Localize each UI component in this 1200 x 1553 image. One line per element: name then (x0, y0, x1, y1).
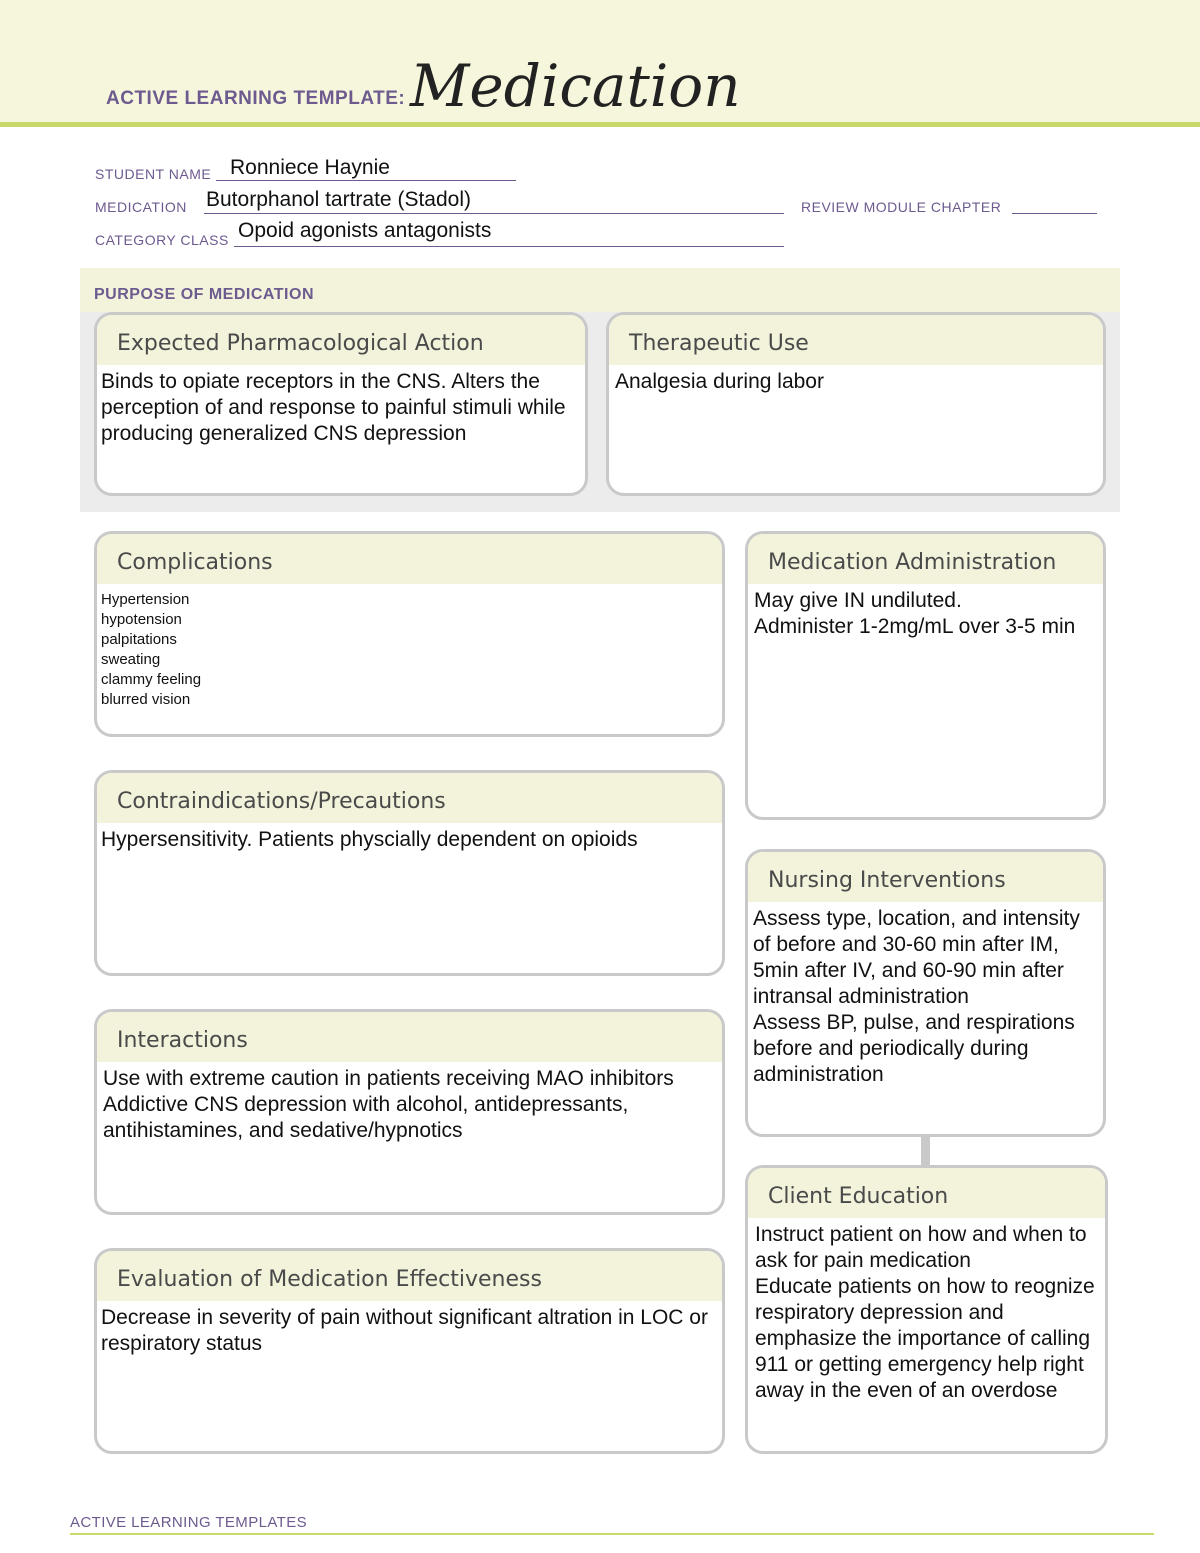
expected-action-box (94, 312, 588, 496)
contraindications-body[interactable]: Hypersensitivity. Patients physcially dependent on opioids (101, 828, 638, 851)
interactions-body[interactable]: Use with extreme caution in patients receiving MAO inhibitors Addictive CNS depression with alcohol, antidepressants, antihistamines, and sedative/hypnotics (103, 1067, 674, 1142)
footer-rule (70, 1533, 1154, 1535)
evaluation-title: Evaluation of Medication Effectiveness (97, 1251, 722, 1301)
category-class-field[interactable]: Opoid agonists antagonists (238, 219, 492, 242)
expected-action-title: Expected Pharmacological Action (97, 315, 585, 365)
purpose-label: PURPOSE OF MEDICATION (94, 286, 314, 303)
client-education-box (745, 1165, 1108, 1454)
page-title: Medication (410, 52, 741, 120)
interactions-title: Interactions (97, 1012, 722, 1062)
interactions-box (94, 1009, 725, 1215)
therapeutic-use-box (606, 312, 1106, 496)
medication-administration-box (745, 531, 1106, 820)
category-class-underline (234, 246, 784, 247)
review-module-field[interactable] (1012, 213, 1097, 214)
header-rule (0, 122, 1200, 127)
nursing-interventions-title: Nursing Interventions (748, 852, 1103, 902)
medication-administration-body[interactable]: May give IN undiluted. Administer 1-2mg/mL over 3-5 min (754, 589, 1076, 638)
therapeutic-use-title: Therapeutic Use (609, 315, 1103, 365)
nursing-interventions-body[interactable]: Assess type, location, and intensity of before and 30-60 min after IM, 5min after IV, and 60-90 min after intransal administration Assess BP, pulse, and respirations before and periodically during administration (753, 907, 1080, 1086)
category-class-label: CATEGORY CLASS (95, 232, 229, 248)
therapeutic-use-body[interactable]: Analgesia during labor (615, 370, 824, 393)
review-module-label: REVIEW MODULE CHAPTER (801, 199, 1002, 215)
evaluation-body[interactable]: Decrease in severity of pain without significant altration in LOC or respiratory status (101, 1306, 708, 1355)
medication-underline (204, 213, 784, 214)
expected-action-body[interactable]: Binds to opiate receptors in the CNS. Alters the perception of and response to painful stimuli while producing generalized CNS depression (101, 370, 566, 445)
complications-title: Complications (97, 534, 722, 584)
footer-text: ACTIVE LEARNING TEMPLATES (70, 1514, 307, 1531)
evaluation-box (94, 1248, 725, 1454)
template-label: ACTIVE LEARNING TEMPLATE: (106, 88, 406, 109)
complications-body[interactable]: Hypertension hypotension palpitations sweating clammy feeling blurred vision (101, 591, 202, 708)
client-education-body[interactable]: Instruct patient on how and when to ask for pain medication Educate patients on how to reognize respiratory depression and emphasize the importance of calling 911 or getting emergency help right away in the even of an overdose (755, 1223, 1095, 1402)
student-name-label: STUDENT NAME (95, 166, 212, 182)
client-education-title: Client Education (748, 1168, 1105, 1218)
complications-box (94, 531, 725, 737)
student-name-underline (216, 180, 516, 181)
nursing-interventions-box (745, 849, 1106, 1137)
medication-field[interactable]: Butorphanol tartrate (Stadol) (206, 188, 471, 211)
connector-bar (921, 1136, 930, 1166)
medication-label: MEDICATION (95, 199, 187, 215)
student-name-field[interactable]: Ronniece Haynie (230, 156, 390, 179)
contraindications-title: Contraindications/Precautions (97, 773, 722, 823)
medication-administration-title: Medication Administration (748, 534, 1103, 584)
contraindications-box (94, 770, 725, 976)
